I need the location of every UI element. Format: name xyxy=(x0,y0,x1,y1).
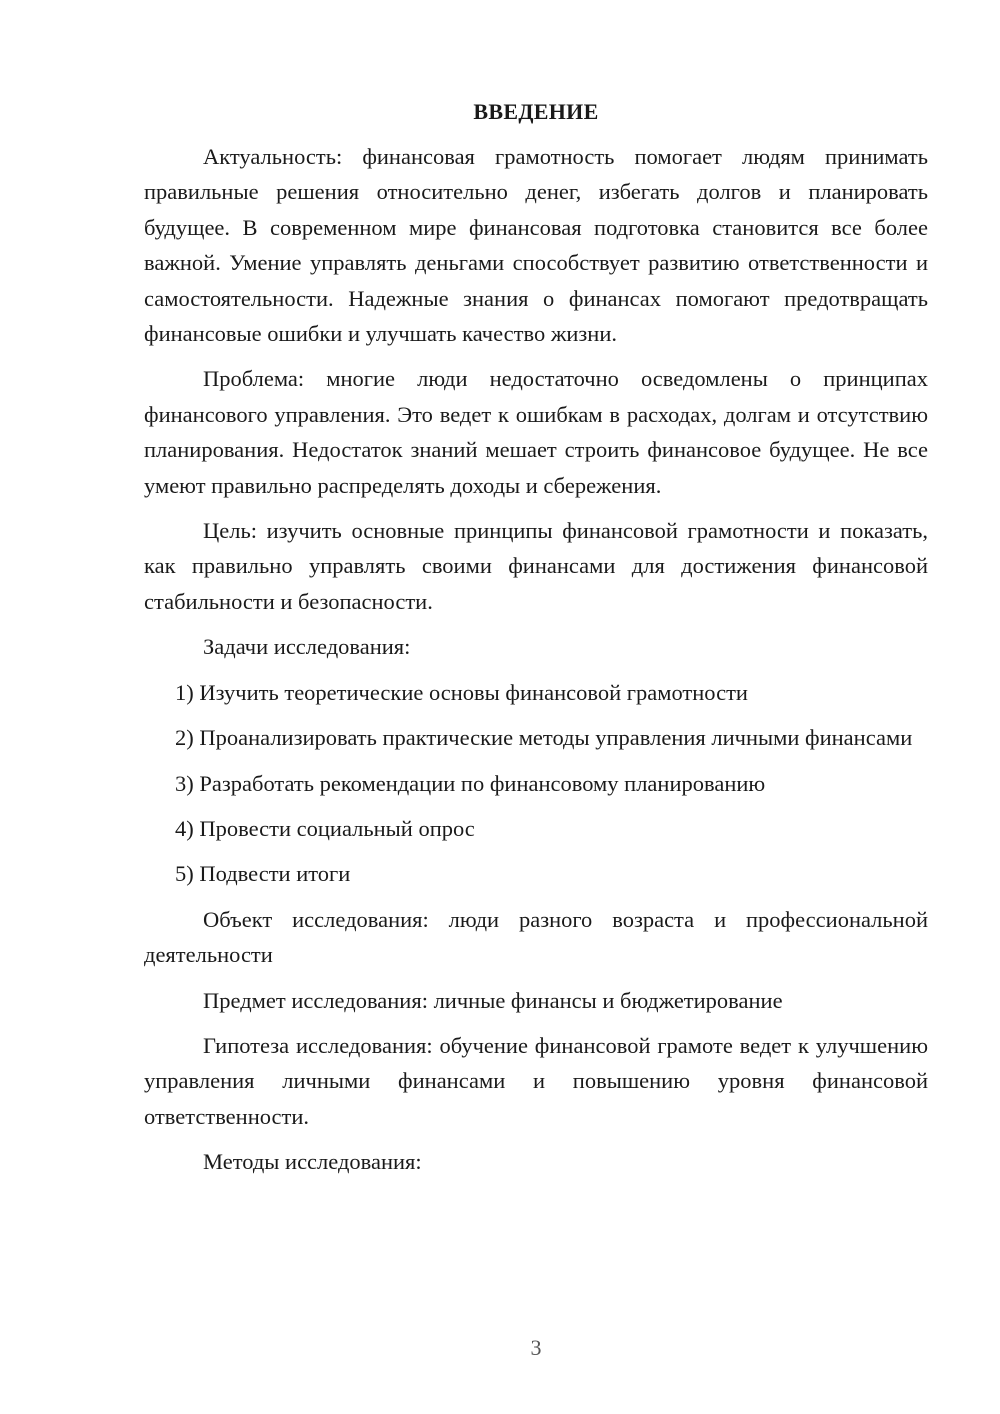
paragraph-methods: Методы исследования: xyxy=(203,1149,422,1175)
paragraph-tasks-heading: Задачи исследования: xyxy=(203,634,411,660)
task-item-3: 3) Разработать рекомендации по финансовому планированию xyxy=(175,770,766,796)
paragraph-goal: Цель: изучить основные принципы финансовой грамотности и показать, как правильно управлять своими финансами для достижения финансовой стабильности и безопасности. xyxy=(144,518,928,614)
paragraph-hypothesis: Гипотеза исследования: обучение финансовой грамоте ведет к улучшению управления личными финансами и повышению уровня финансовой ответственности. xyxy=(144,1032,928,1129)
task-item-4: 4) Провести социальный опрос xyxy=(175,815,475,841)
page-title: ВВЕДЕНИЕ xyxy=(473,99,599,124)
paragraph-relevance: Актуальность: финансовая грамотность помогает людям принимать правильные решения относительно денег, избегать долгов и планировать будущее. В современном мире финансовая подготовка становится все более важной. Умение управлять деньгами способствует развитию ответственности и самостоятельности. Надежные знания о финансах помогают предотвращать финансовые ошибки и улучшать качество жизни. xyxy=(144,144,928,347)
task-item-2: 2) Проанализировать практические методы управления личными финансами xyxy=(175,725,913,751)
document-page xyxy=(144,95,928,1190)
task-item-1: 1) Изучить теоретические основы финансовой грамотности xyxy=(175,679,748,705)
page-number: 3 xyxy=(530,1335,542,1360)
paragraph-problem: Проблема: многие люди недостаточно осведомлены о принципах финансового управления. Это ведет к ошибкам в расходах, долгам и отсутствию планирования. Недостаток знаний мешает строить финансовое будущее. Не все умеют правильно распределять доходы и сбережения. xyxy=(144,366,928,498)
paragraph-object: Объект исследования: люди разного возраста и профессиональной деятельности xyxy=(144,906,928,968)
paragraph-subject: Предмет исследования: личные финансы и бюджетирование xyxy=(203,987,783,1013)
task-item-5: 5) Подвести итоги xyxy=(175,861,351,887)
